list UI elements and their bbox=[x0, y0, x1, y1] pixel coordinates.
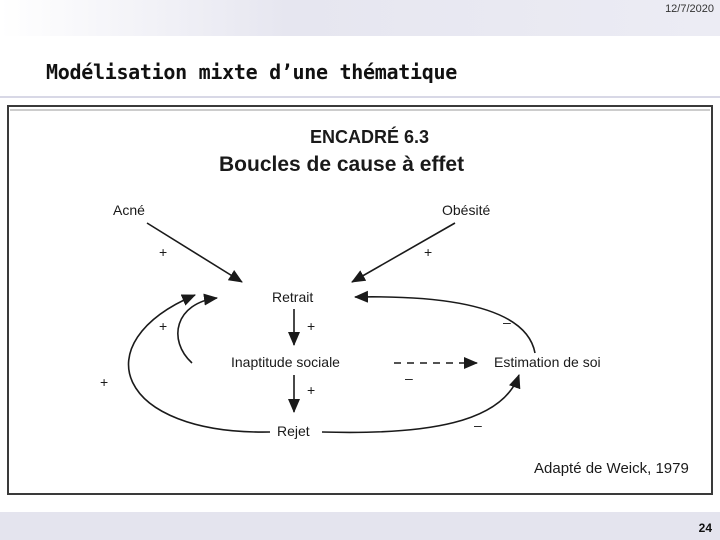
node-obesite: Obésité bbox=[442, 202, 491, 218]
sign-retrait-inaptitude: + bbox=[307, 318, 316, 334]
node-rejet: Rejet bbox=[277, 423, 310, 439]
slide-title: Modélisation mixte d’une thématique bbox=[46, 60, 457, 84]
sign-obesite-retrait: + bbox=[424, 244, 433, 260]
header-bar bbox=[0, 0, 720, 36]
sign-inner-loop: + bbox=[159, 318, 168, 334]
sign-outer-loop: + bbox=[100, 374, 109, 390]
sign-acne-retrait: + bbox=[159, 244, 168, 260]
sign-inaptitude-estimation: – bbox=[405, 370, 413, 386]
node-estimation: Estimation de soi bbox=[494, 354, 601, 370]
page-number: 24 bbox=[698, 521, 712, 535]
figure-label: ENCADRÉ 6.3 bbox=[310, 127, 430, 147]
causal-loop-diagram bbox=[7, 105, 713, 495]
node-retrait: Retrait bbox=[272, 289, 314, 305]
footer-bar bbox=[0, 512, 720, 540]
sign-rejet-estimation: – bbox=[474, 417, 482, 433]
slide-date: 12/7/2020 bbox=[665, 3, 714, 15]
node-acne: Acné bbox=[113, 202, 145, 218]
figure-credit: Adapté de Weick, 1979 bbox=[534, 460, 689, 477]
title-divider bbox=[0, 96, 720, 98]
sign-inaptitude-rejet: + bbox=[307, 382, 316, 398]
sign-estimation-retrait: – bbox=[503, 314, 511, 330]
figure-title: Boucles de cause à effet bbox=[219, 153, 465, 176]
node-inaptitude: Inaptitude sociale bbox=[231, 354, 340, 370]
